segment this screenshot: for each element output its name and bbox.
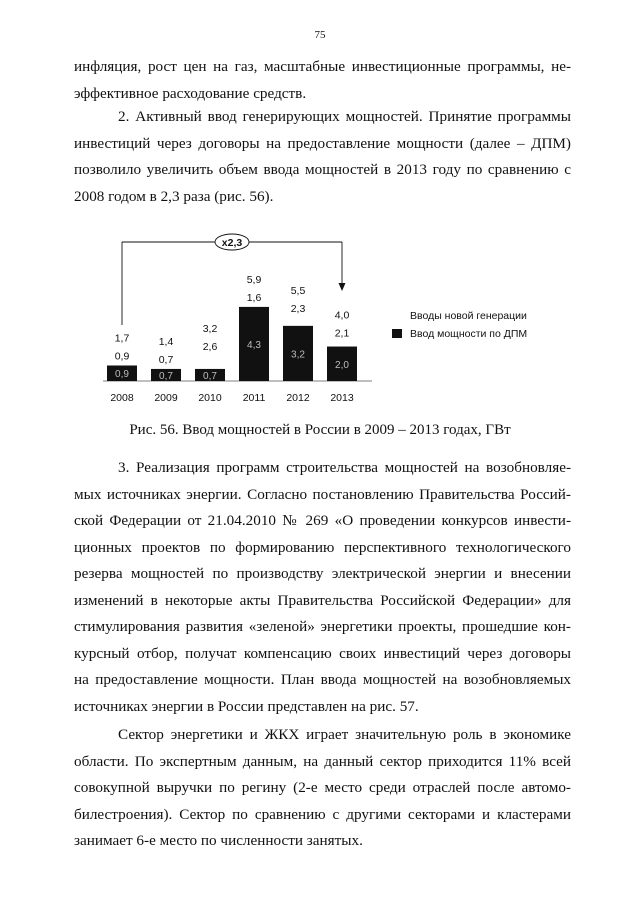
x-tick-label: 2008 — [110, 392, 134, 404]
paragraph-1 — [74, 54, 571, 107]
figure-caption: Рис. 56. Ввод мощностей в России в 2009 – 2013 годах, ГВт — [129, 422, 511, 438]
x-tick-label: 2010 — [198, 392, 222, 404]
bar-dpm-label: 2,0 — [335, 359, 349, 371]
paragraph-1-line: эффективное расходование средств. — [74, 84, 307, 102]
bar-total-label: 1,4 — [158, 335, 174, 348]
paragraph-4-line: занимает 6-е место по численности занятых. — [74, 832, 363, 849]
paragraph-3-line: мых источниках энергии. Согласно постановлению Правительства Россий- — [74, 485, 571, 503]
bar-total-label: 5,9 — [246, 273, 262, 286]
bar-new-gen-label: 2,3 — [290, 303, 306, 316]
growth-arrow-icon — [339, 283, 346, 291]
paragraph-2-line: позволило увеличить объем ввода мощностей в 2013 году по сравнению с — [74, 161, 571, 178]
x-tick-label: 2013 — [330, 392, 354, 404]
bar-dpm-label: 0,7 — [159, 370, 173, 382]
paragraph-3-line: ционных проектов по формированию перспективного технологического — [74, 538, 571, 556]
x-tick-label: 2011 — [242, 392, 266, 404]
paragraph-3-line: стимулирования развития «зеленой» энергетики проекты, прошедшие кон- — [74, 618, 571, 635]
bar-total-label: 1,7 — [114, 332, 130, 345]
paragraph-4-line: билестроения). Сектор по сравнению с другими секторами и кластерами — [74, 805, 571, 823]
paragraph-3-line: ской Федерации от 21.04.2010 № 269 «О проведении конкурсов инвести- — [74, 512, 571, 529]
paragraph-2-line: 2. Активный ввод генерирующих мощностей. Принятие программы — [118, 108, 571, 125]
legend-label: Ввод мощности по ДПМ — [410, 328, 528, 340]
bar-new-gen-label: 2,1 — [334, 327, 350, 340]
bar-dpm-label: 0,7 — [203, 370, 217, 382]
bar-new-gen-label: 2,6 — [202, 341, 218, 354]
paragraph-3-line: источниках энергии в России представлен на рис. 57. — [74, 697, 419, 715]
page-number: 75 — [314, 29, 326, 41]
paragraph-1-line: инфляция, рост цен на газ, масштабные инвестиционные программы, не- — [74, 58, 571, 75]
paragraph-3-line: изменений в некоторые акты Правительства Российской Федерации» для — [74, 591, 571, 609]
bar-new-gen-label: 0,7 — [158, 353, 174, 366]
paragraph-2 — [74, 104, 571, 210]
paragraph-2-line: 2008 годом в 2,3 раза (рис. 56). — [74, 187, 274, 205]
paragraph-3-line: курсный отбор, получат компенсацию своих инвестиций через договоры — [74, 644, 571, 662]
paragraph-3 — [74, 455, 571, 720]
bar-total-label: 3,2 — [202, 323, 218, 336]
paragraph-4-line: области. По экспертным данным, на данный сектор приходится 11% всей — [74, 752, 571, 770]
paragraph-4-line: Сектор энергетики и ЖКХ играет значительную роль в экономике — [118, 726, 571, 743]
bar-total-label: 4,0 — [334, 309, 350, 322]
growth-annotation: x2,3 — [221, 237, 243, 249]
paragraph-3-line: резерва мощностей по производству электрической энергии и внесении — [74, 565, 571, 582]
bar-dpm-label: 3,2 — [291, 349, 305, 361]
bar-new-gen-label: 1,6 — [246, 291, 262, 304]
x-tick-label: 2009 — [154, 392, 178, 404]
legend-swatch-new-gen — [392, 311, 402, 320]
bar-dpm-label: 4,3 — [247, 339, 261, 351]
bar-new-gen-label: 0,9 — [114, 350, 130, 363]
paragraph-2-line: инвестиций через договоры на предоставление мощности (далее – ДПМ) — [74, 134, 571, 152]
legend-label: Вводы новой генерации — [410, 310, 527, 322]
paragraph-4-line: совокупной выручки по регину (2-е место среди отраслей после автомо- — [74, 779, 571, 796]
paragraph-3-line: 3. Реализация программ строительства мощностей на возобновляе- — [118, 459, 571, 476]
paragraph-4 — [74, 722, 571, 855]
x-tick-label: 2012 — [286, 392, 310, 404]
bar-total-label: 5,5 — [290, 285, 306, 298]
paragraph-3-line: на предоставление мощности. План ввода мощностей на возобновляемых — [74, 671, 571, 688]
chart — [100, 229, 580, 419]
bar-dpm-label: 0,9 — [115, 369, 129, 381]
legend-swatch-dpm — [392, 329, 402, 338]
